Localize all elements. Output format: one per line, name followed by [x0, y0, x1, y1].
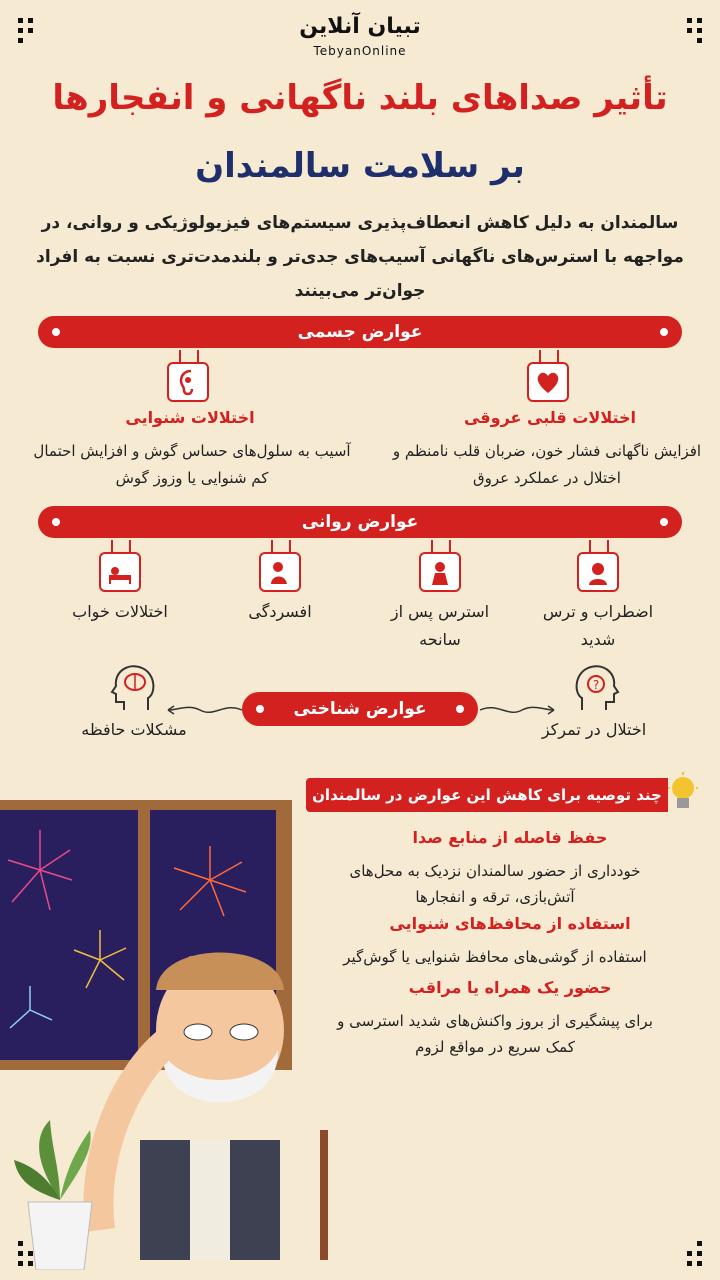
cardio-title: اختلالات قلبی عروقی	[463, 408, 637, 427]
depression-icon	[259, 552, 301, 592]
sleep-icon	[99, 552, 141, 592]
heart-icon	[527, 362, 569, 402]
anxiety-label: اضطراب و ترس شدید	[542, 602, 654, 649]
sleep-label: اختلالات خواب	[72, 602, 168, 621]
trauma-icon	[419, 552, 461, 592]
corner-ornament-bottom-right	[676, 1240, 702, 1266]
brand-logo-en: TebyanOnline	[313, 44, 407, 58]
ear-icon	[167, 362, 209, 402]
tip-3-title: حضور یک همراه یا مراقب	[408, 978, 612, 997]
cognitive-effects-label: عوارض شناختی	[293, 699, 427, 719]
page-subtitle: بر سلامت سالمندان	[195, 146, 525, 186]
brand-logo-fa: تبیان آنلاین	[299, 14, 421, 39]
physical-effects-label: عوارض جسمی	[297, 322, 423, 342]
tips-header: چند توصیه برای کاهش این عوارض در سالمندان	[306, 778, 668, 812]
focus-head-icon	[568, 660, 622, 714]
psychological-effects-label: عوارض روانی	[301, 512, 419, 532]
lightbulb-icon	[666, 772, 700, 816]
tip-1-text: خودداری از حضور سالمندان نزدیک به محل‌های آتش‌بازی، ترقه و انفجارها	[349, 862, 641, 906]
page-title: تأثیر صداهای بلند ناگهانی و انفجارها	[52, 78, 668, 118]
memory-label: مشکلات حافظه	[81, 720, 187, 739]
tip-2-title: استفاده از محافظ‌های شنوایی	[389, 914, 631, 933]
tip-1-title: حفظ فاصله از منابع صدا	[412, 828, 608, 847]
trauma-label: استرس پس از سانحه	[390, 602, 490, 649]
arrow-right-decor	[478, 700, 558, 720]
anxiety-icon	[577, 552, 619, 592]
cognitive-effects-header	[242, 692, 478, 726]
cardio-text: افزایش ناگهانی فشار خون، ضربان قلب نامنظم و اختلال در عملکرد عروق	[392, 442, 702, 487]
svg-text:?: ?	[592, 678, 600, 692]
hearing-title: اختلالات شنوایی	[125, 408, 255, 427]
physical-effects-header	[38, 316, 682, 348]
focus-label: اختلال در تمرکز	[541, 720, 647, 739]
tip-3-text: برای پیشگیری از بروز واکنش‌های شدید استرسی و کمک سریع در مواقع لزوم	[337, 1012, 653, 1056]
arrow-left-decor	[164, 700, 244, 720]
psychological-effects-header	[38, 506, 682, 538]
depression-label: افسردگی	[248, 602, 312, 621]
intro-text: سالمندان به دلیل کاهش انعطاف‌پذیری سیستم‌های فیزیولوژیکی و روانی، در مواجهه با استرس‌های ناگهانی آسیب‌های جدی‌تر و بلندمدت‌تری نسبت به افراد جوان‌تر می‌بینند	[36, 213, 684, 301]
hearing-text: آسیب به سلول‌های حساس گوش و افزایش احتمال کم شنوایی یا وزوز گوش	[33, 442, 351, 487]
tip-2-text: استفاده از گوشی‌های محافظ شنوایی یا گوش‌گیر	[343, 948, 647, 966]
plant-pot-icon	[10, 1110, 110, 1270]
brain-head-icon	[108, 660, 162, 714]
